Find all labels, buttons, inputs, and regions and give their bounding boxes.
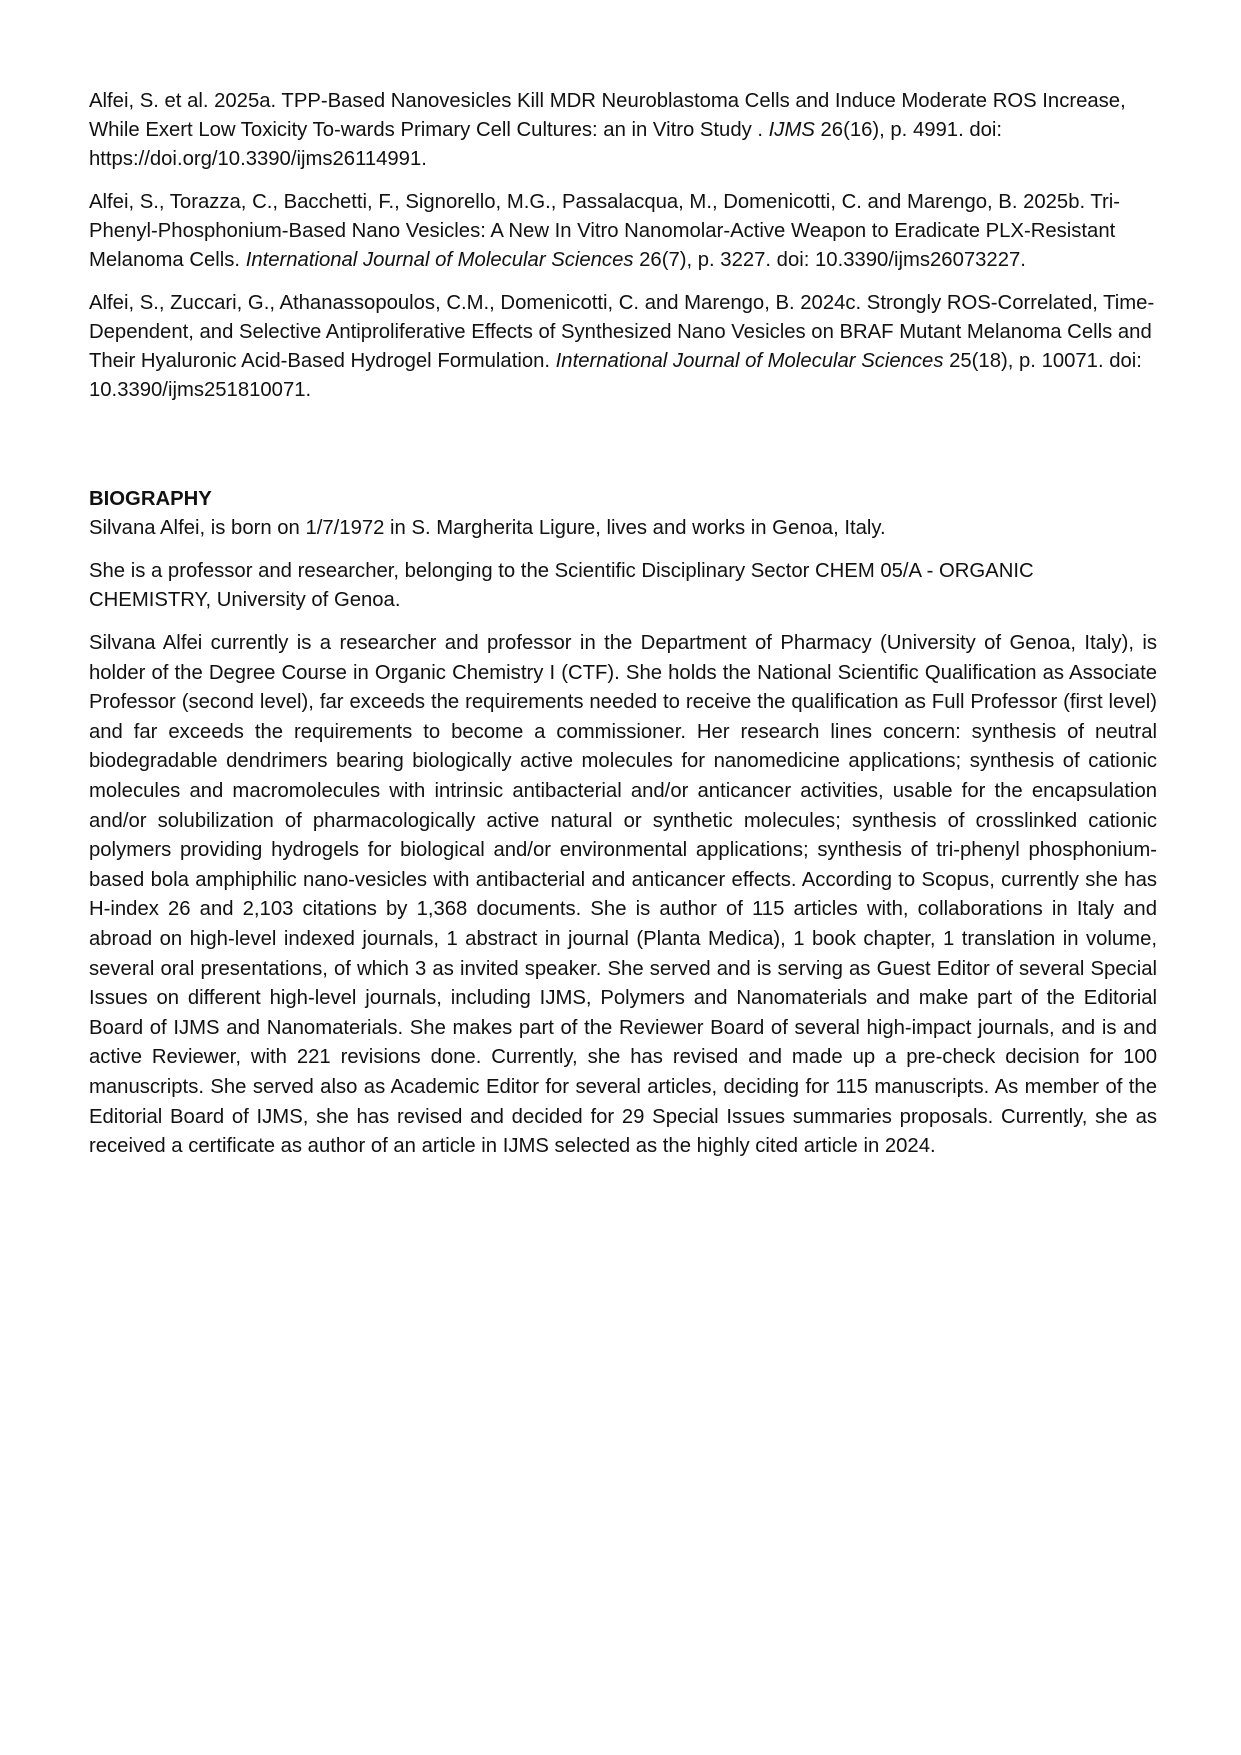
reference-details: 25(18), p. 10071. doi: 10.3390/ijms251810071. — [89, 350, 1142, 401]
reference-text: Alfei, S., Zuccari, G., Athanassopoulos, C.M., Domenicotti, C. and Marengo, B. 2024c. Strongly ROS-Correlated, Time-Dependent, and Selective Antiproliferative Effects of Synthesized Nano Vesicles on BRAF Mutant Melanoma Cells and Their Hyaluronic Acid-Based Hydrogel Formulation. — [89, 292, 1155, 372]
reference-journal: International Journal of Molecular Sciences — [245, 249, 634, 271]
biography-heading: BIOGRAPHY — [89, 488, 212, 510]
reference-item — [89, 289, 1157, 405]
reference-journal: International Journal of Molecular Sciences — [555, 350, 944, 372]
document-page — [89, 87, 1157, 1176]
biography-paragraph: Silvana Alfei currently is a researcher and professor in the Department of Pharmacy (University of Genoa, Italy), is holder of the Degree Course in Organic Chemistry I (CTF). She holds the National Scientific Qualification as Associate Professor (second level), far exceeds the requirements needed to receive the qualification as Full Professor (first level) and far exceeds the requirements to become a commissioner. Her research lines concern: synthesis of neutral biodegradable dendrimers bearing biologically active molecules for nanomedicine applications; synthesis of cationic molecules and macromolecules with intrinsic antibacterial and/or anticancer activities, usable for the encapsulation and/or solubilization of pharmacologically active natural or synthetic molecules; synthesis of crosslinked cationic polymers providing hydrogels for biological and/or environmental applications; synthesis of tri-phenyl phosphonium-based bola amphiphilic nano-vesicles with antibacterial and anticancer effects. According to Scopus, currently she has H-index 26 and 2,103 citations by 1,368 documents. She is author of 115 articles with, collaborations in Italy and abroad on high-level indexed journals, 1 abstract in journal (Planta Medica), 1 book chapter, 1 translation in volume, several oral presentations, of which 3 as invited speaker. She served and is serving as Guest Editor of several Special Issues on different high-level journals, including IJMS, Polymers and Nanomaterials and make part of the Editorial Board of IJMS and Nanomaterials. She makes part of the Reviewer Board of several high-impact journals, and is and active Reviewer, with 221 revisions done. Currently, she has revised and made up a pre-check decision for 100 manuscripts. She served also as Academic Editor for several articles, deciding for 115 manuscripts. As member of the Editorial Board of IJMS, she has revised and decided for 29 Special Issues summaries proposals. Currently, she as received a certificate as author of an article in IJMS selected as the highly cited article in 2024. — [89, 632, 1157, 1158]
reference-item — [89, 87, 1157, 174]
biography-paragraph: She is a professor and researcher, belonging to the Scientific Disciplinary Sector CHEM 05/A - ORGANIC CHEMISTRY, University of Genoa. — [89, 560, 1034, 611]
reference-text: Alfei, S. et al. 2025a. TPP-Based Nanovesicles Kill MDR Neuroblastoma Cells and Induce Moderate ROS Increase, While Exert Low Toxicity To-wards Primary Cell Cultures: an in Vitro Study . — [89, 90, 1126, 141]
reference-list — [89, 87, 1157, 405]
reference-details: 26(16), p. 4991. doi: https://doi.org/10.3390/ijms26114991. — [89, 119, 1003, 170]
reference-details: 26(7), p. 3227. doi: 10.3390/ijms26073227. — [633, 249, 1026, 271]
biography-section — [89, 485, 1157, 1162]
reference-item — [89, 188, 1157, 275]
biography-paragraph: Silvana Alfei, is born on 1/7/1972 in S. Margherita Ligure, lives and works in Genoa, Italy. — [89, 517, 886, 539]
reference-journal: IJMS — [768, 119, 815, 141]
reference-text: Alfei, S., Torazza, C., Bacchetti, F., Signorello, M.G., Passalacqua, M., Domenicotti, C. and Marengo, B. 2025b. Tri-Phenyl-Phosphonium-Based Nano Vesicles: A New In Vitro Nanomolar-Active Weapon to Eradicate PLX-Resistant Melanoma Cells. — [89, 191, 1121, 271]
